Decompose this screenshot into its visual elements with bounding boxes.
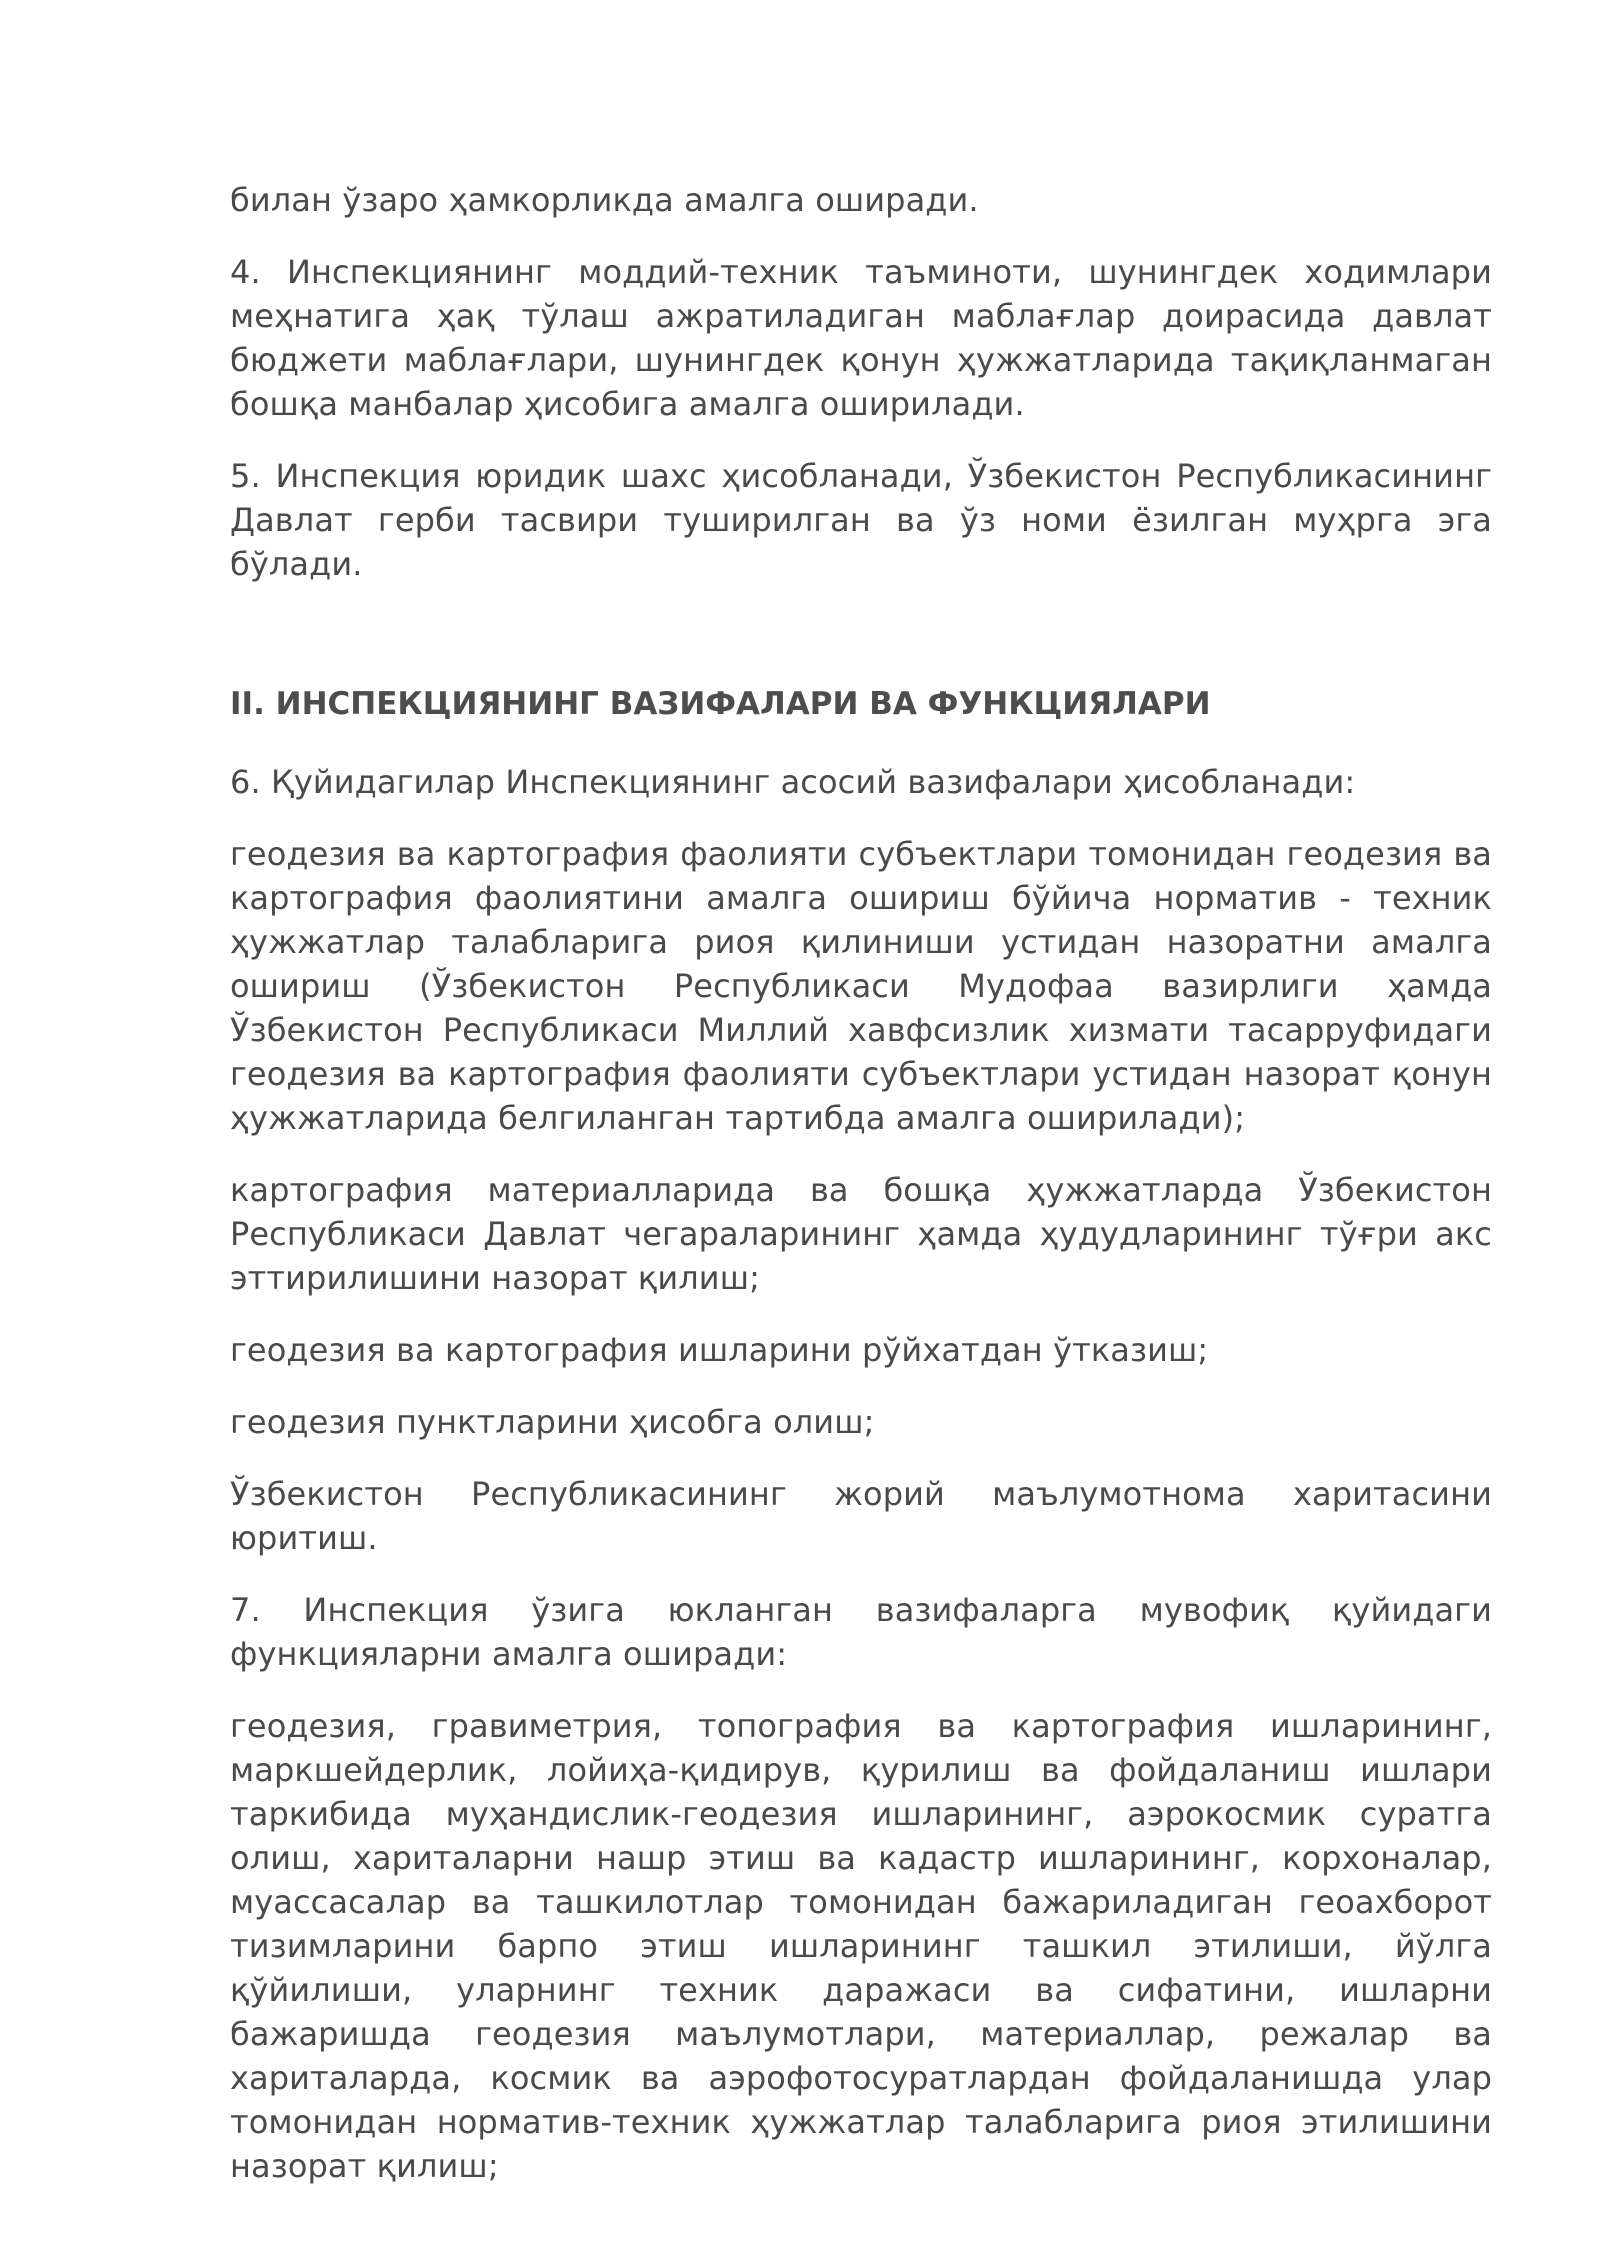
paragraph-item-7: 7. Инспекция ўзига юкланган вазифаларга мувофиқ қуйидаги функцияларни амалга оширади: <box>230 1591 1492 1673</box>
paragraph-item-5: 5. Инспекция юридик шахс ҳисобланади, Ўзбекистон Республикасининг Давлат герби тасвири туширилган ва ўз номи ёзилган муҳрга эга бўлади. <box>230 457 1492 583</box>
paragraph-item-6-e: Ўзбекистон Республикасининг жорий маълумотнома харитасини юритиш. <box>230 1475 1492 1557</box>
paragraph-item-6: 6. Қуйидагилар Инспекциянинг асосий вазифалари ҳисобланади: <box>230 763 1356 801</box>
paragraph-item-6-c: геодезия ва картография ишларини рўйхатдан ўтказиш; <box>230 1331 1209 1369</box>
paragraph-item-4: 4. Инспекциянинг моддий-техник таъминоти, шунингдек ходимлари меҳнатига ҳақ тўлаш ажратиладиган маблағлар доирасида давлат бюджети маблағлари, шунингдек қонун ҳужжатларида тақиқланмаган бошқа манбалар ҳисобига амалга оширилади. <box>230 253 1492 423</box>
section-heading: II. ИНСПЕКЦИЯНИНГ ВАЗИФАЛАРИ ВА ФУНКЦИЯЛАРИ <box>230 686 1211 722</box>
paragraph-item-6-a: геодезия ва картография фаолияти субъектлари томонидан геодезия ва картография фаолиятини амалга ошириш бўйича норматив - техник ҳужжатлар талабларига риоя қилиниши устидан назоратни амалга ошириш (Ўзбекистон Республикаси Мудофаа вазирлиги ҳамда Ўзбекистон Республикаси Миллий хавфсизлик хизмати тасарруфидаги геодезия ва картография фаолияти субъектлари устидан назорат қонун ҳужжатларида белгиланган тартибда амалга оширилади); <box>230 835 1492 1137</box>
paragraph-continuation: билан ўзаро ҳамкорликда амалга оширади. <box>230 181 979 219</box>
document-page <box>230 178 1492 2216</box>
paragraph-item-6-b: картография материалларида ва бошқа ҳужжатларда Ўзбекистон Республикаси Давлат чегараларининг ҳамда ҳудудларининг тўғри акс эттирилишини назорат қилиш; <box>230 1171 1492 1297</box>
paragraph-item-7-a: геодезия, гравиметрия, топография ва картография ишларининг, маркшейдерлик, лойиҳа-қидирув, қурилиш ва фойдаланиш ишлари таркибида муҳандислик-геодезия ишларининг, аэрокосмик суратга олиш, хариталарни нашр этиш ва кадастр ишларининг, корхоналар, муассасалар ва ташкилотлар томонидан бажариладиган геоахборот тизимларини барпо этиш ишларининг ташкил этилиши, йўлга қўйилиши, уларнинг техник даражаси ва сифатини, ишларни бажаришда геодезия маълумотлари, материаллар, режалар ва хариталарда, космик ва аэрофотосуратлардан фойдаланишда улар томонидан норматив-техник ҳужжатлар талабларига риоя этилишини назорат қилиш; <box>230 1707 1492 2185</box>
paragraph-item-6-d: геодезия пунктларини ҳисобга олиш; <box>230 1403 875 1441</box>
